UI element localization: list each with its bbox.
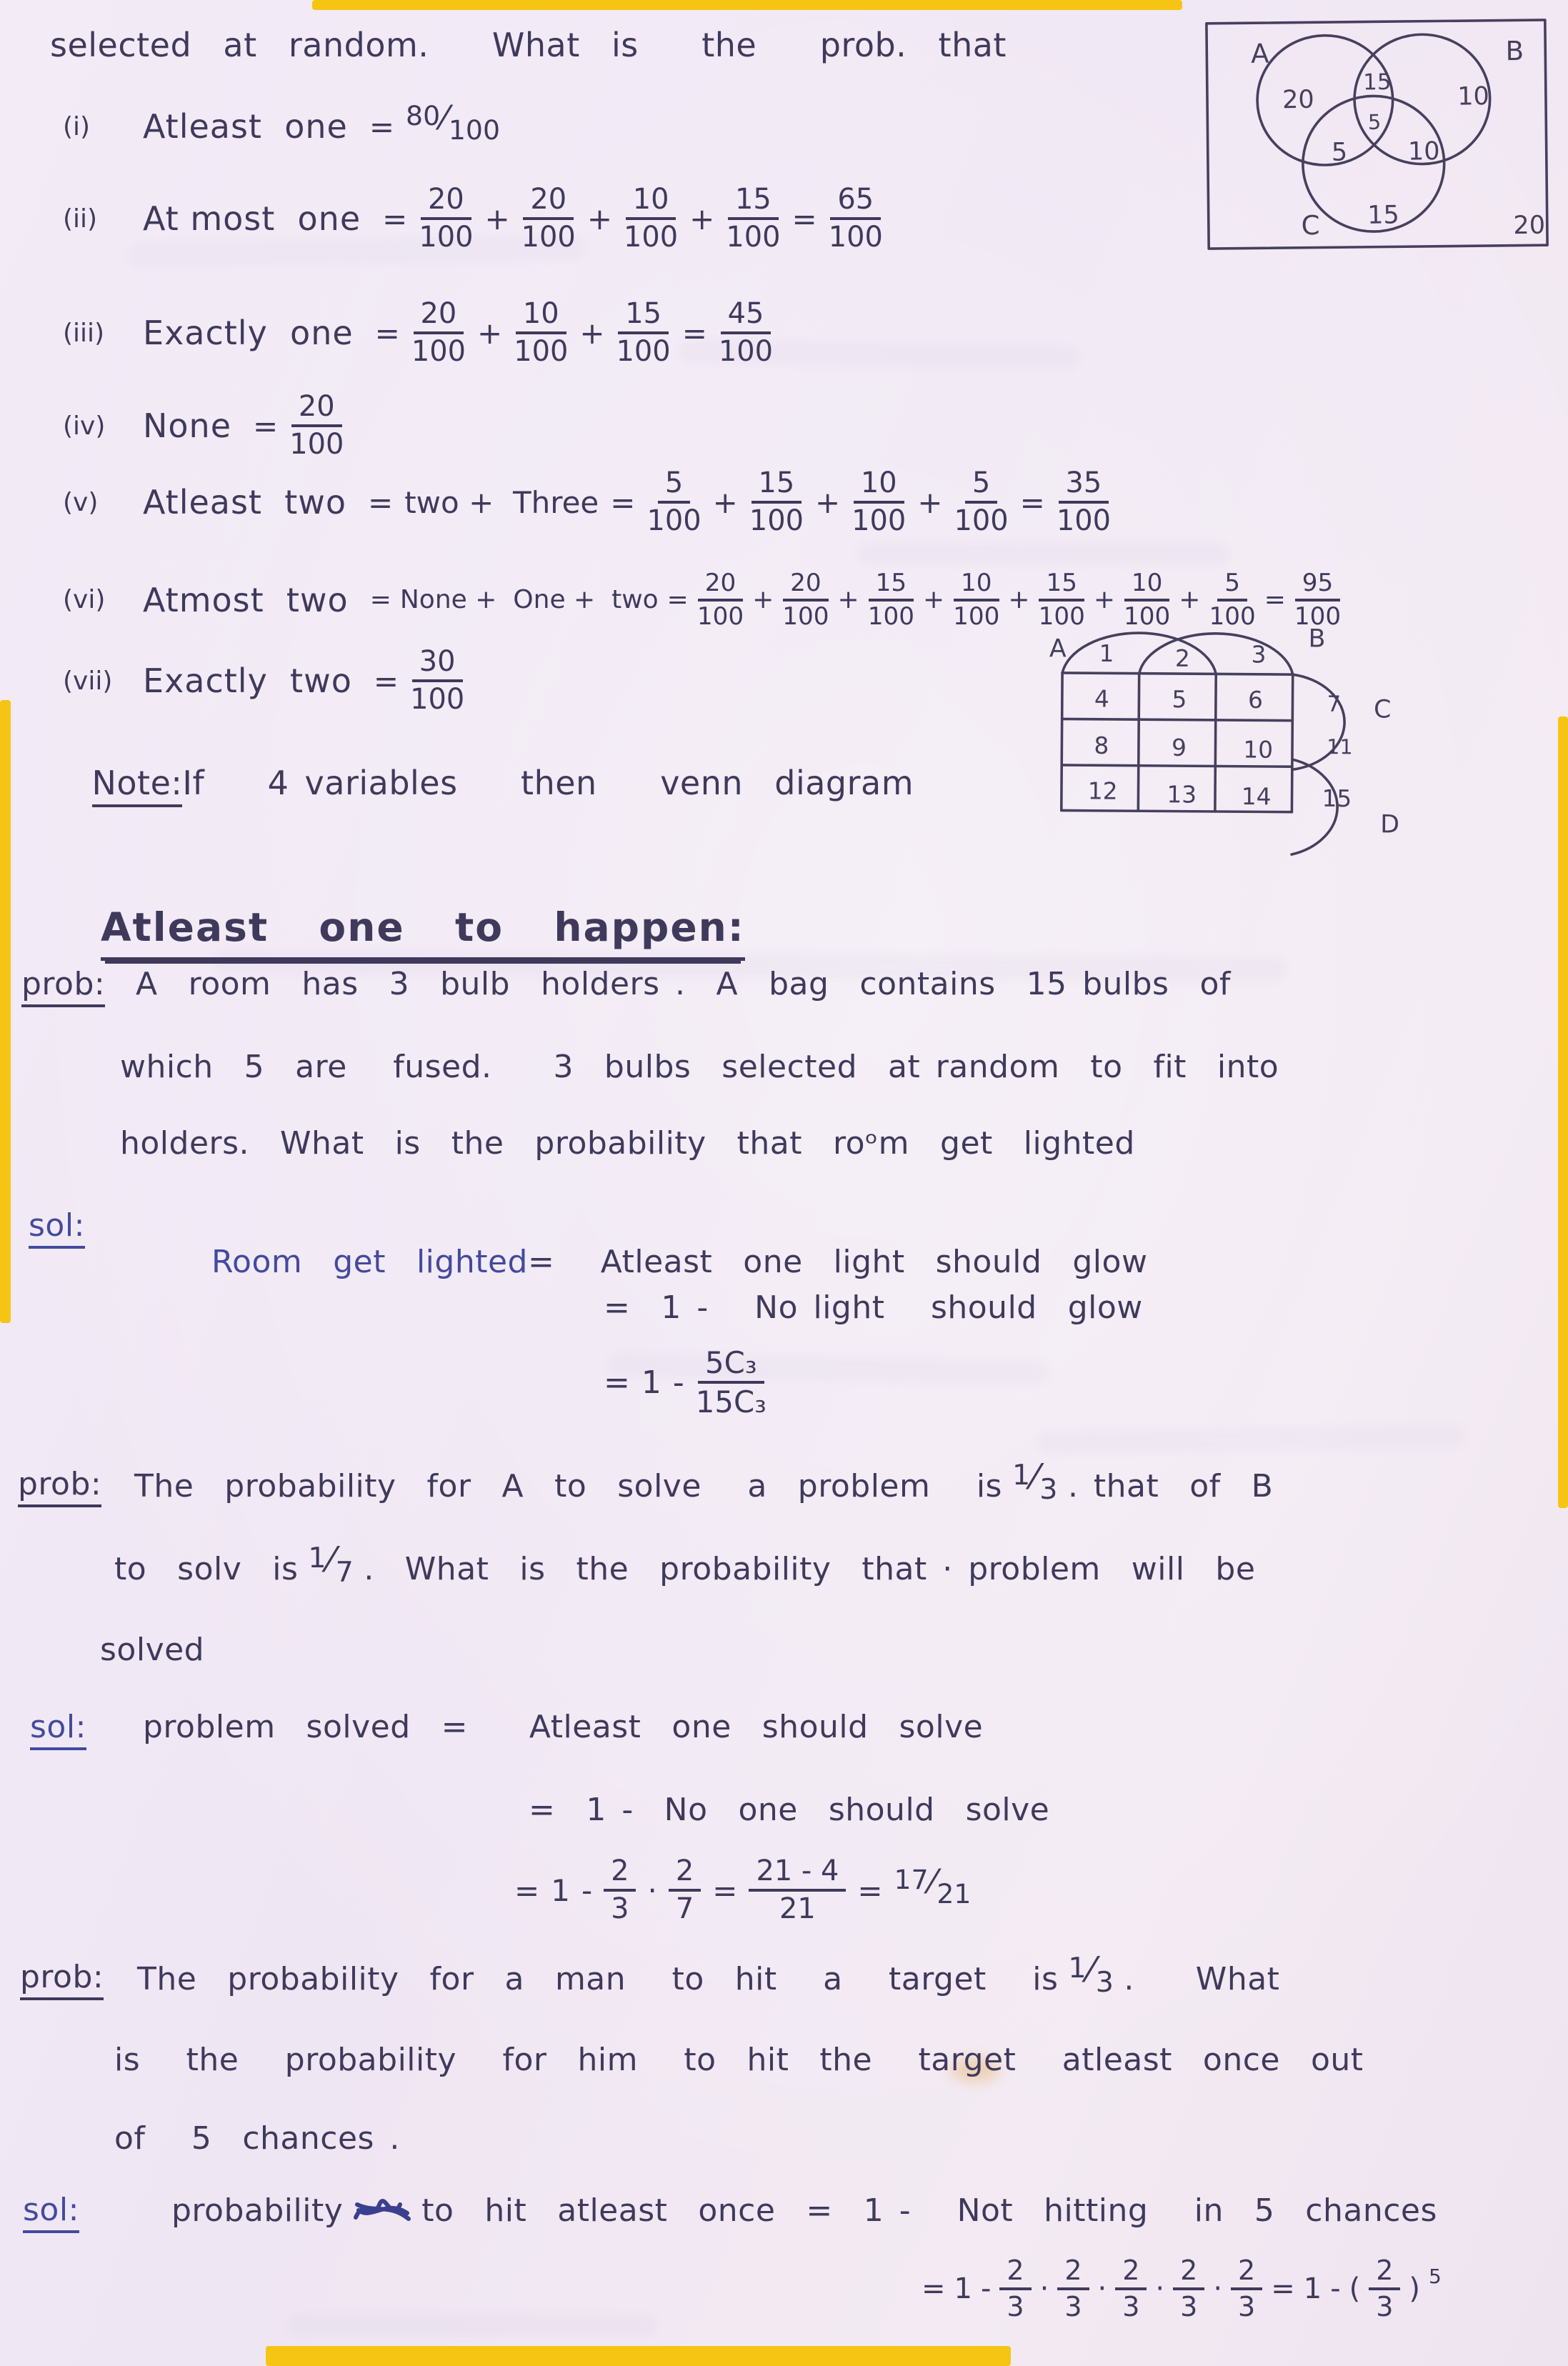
list-item-iv: [63, 391, 344, 460]
math-token: [953, 570, 999, 630]
solution-2-line-1: problem solved = Atleast one should solve: [143, 1709, 984, 1745]
venn4-cell: 5: [1172, 686, 1187, 714]
math-token: [1173, 2256, 1204, 2322]
math-token: +: [484, 201, 510, 236]
math-token: [782, 570, 829, 630]
fraction-numerator: 20: [523, 184, 574, 220]
fraction-denominator: 100: [954, 504, 1009, 538]
highlight-bar-top: [312, 0, 1182, 10]
math-token: =: [373, 663, 399, 699]
fraction-numerator: 15: [618, 299, 669, 334]
note-line: [29, 725, 914, 841]
grid-line: [1062, 719, 1293, 720]
fraction-part: 1: [308, 1542, 327, 1574]
venn4-cell: 3: [1251, 641, 1267, 669]
math-token: . that of B: [1067, 1467, 1274, 1504]
venn-value-a-only: 20: [1282, 84, 1314, 115]
note-text: If 4 variables then venn diagram: [182, 764, 914, 802]
math-token: [1124, 570, 1170, 630]
fraction-denominator: 3: [1238, 2291, 1256, 2323]
math-token: ·: [1097, 2272, 1107, 2306]
ink-bleed-ghost: [857, 543, 1229, 564]
math-token: [1209, 570, 1255, 630]
fraction-numerator: 2: [1369, 2256, 1400, 2290]
venn4-cell: 11: [1327, 734, 1353, 759]
math-token: [308, 1540, 354, 1589]
fraction-denominator: 100: [616, 335, 671, 369]
math-token: ·: [647, 1872, 657, 1908]
math-token: [749, 468, 804, 536]
venn4-label-c: C: [1373, 695, 1392, 724]
fraction-denominator: 100: [514, 335, 569, 369]
fraction-denominator: 100: [411, 335, 466, 369]
fraction-numerator: 10: [1124, 570, 1170, 602]
venn-value-bc: 10: [1407, 136, 1440, 166]
fraction-numerator: 15: [728, 184, 779, 220]
grid-line: [1062, 810, 1292, 812]
fraction-part: 1: [1012, 1459, 1031, 1492]
venn-value-ac: 5: [1331, 137, 1348, 167]
fraction-denominator: 3: [1064, 2291, 1082, 2323]
fraction-denominator: 15C₃: [695, 1384, 766, 1420]
item-label: (vii): [63, 666, 113, 696]
fraction-denominator: 100: [1124, 602, 1171, 631]
math-token: +: [1179, 585, 1201, 615]
sol-tag: sol:: [29, 1207, 85, 1249]
math-token: -: [581, 1872, 593, 1908]
math-token: The probability for A to solve a problem is: [134, 1467, 1002, 1504]
venn4-cell: 2: [1174, 644, 1190, 672]
fraction-denominator: 100: [624, 221, 679, 254]
item-label: (ii): [63, 204, 98, 234]
math-token: +: [752, 585, 774, 615]
venn-label-b: B: [1505, 35, 1524, 67]
list-item-v: [63, 468, 1111, 536]
item-label: (vi): [63, 585, 106, 615]
fraction-part: 17: [894, 1864, 929, 1896]
fraction-denominator: 21: [779, 1892, 816, 1926]
fraction-part: ⁄: [1088, 1950, 1094, 1990]
fraction-numerator: 20: [421, 184, 471, 220]
fraction-numerator: 45: [721, 299, 771, 334]
math-token: ·: [1155, 2272, 1165, 2306]
venn4-cell: 1: [1099, 639, 1114, 668]
fraction-denominator: 100: [726, 221, 781, 254]
fraction-numerator: 2: [1057, 2256, 1089, 2290]
problem-1-line-2: which 5 are fused. 3 bulbs selected at random to fit into: [120, 1049, 1279, 1085]
venn4-cell: 15: [1322, 784, 1352, 813]
fraction-part: 3: [1039, 1473, 1058, 1506]
item-label: (iii): [63, 318, 105, 348]
problem-2-line-1: [134, 1457, 1274, 1506]
math-token: [604, 1856, 636, 1925]
list-item-ii: [63, 184, 883, 253]
fraction-denominator: 100: [419, 221, 474, 254]
math-token: [1369, 2256, 1400, 2322]
math-token: ·: [1213, 2272, 1223, 2306]
math-token: [1231, 2256, 1262, 2322]
highlight-bar-bottom: [266, 2346, 1011, 2366]
grid-line: [1062, 765, 1292, 767]
item-equation: [369, 99, 500, 146]
item-label: (v): [63, 487, 99, 517]
problem-2-line-2: [114, 1540, 1256, 1589]
fraction-denominator: 3: [1122, 2291, 1140, 2323]
item-name: Exactly two: [143, 662, 352, 701]
solution-3-pre: probability: [171, 2192, 344, 2229]
item-equation: [374, 647, 464, 715]
fraction-denominator: 100: [696, 602, 744, 631]
fraction-numerator: 35: [1059, 468, 1109, 504]
fraction-part: 21: [937, 1878, 972, 1910]
fraction-numerator: 5: [965, 468, 997, 504]
problem-1-tag: [21, 966, 105, 1002]
fraction-part: 100: [448, 114, 500, 146]
fraction-numerator: 2: [1231, 2256, 1262, 2290]
math-token: =: [514, 1872, 540, 1908]
item-name: At most one: [143, 199, 361, 239]
sol-tag: sol:: [30, 1709, 86, 1750]
fraction-denominator: 100: [852, 504, 907, 538]
item-name: Atleast one: [143, 107, 348, 146]
math-token: =: [681, 315, 707, 351]
math-token: +: [586, 201, 613, 236]
problem-2-tag: [18, 1466, 101, 1502]
venn4-cell: 13: [1167, 781, 1197, 809]
fraction-denominator: 3: [611, 1892, 629, 1926]
venn-value-c-only: 15: [1367, 200, 1400, 230]
math-token: =: [368, 484, 394, 520]
solution-3-tag: [23, 2192, 79, 2228]
fraction-part: 1: [1068, 1952, 1087, 1985]
fraction-numerator: 15: [869, 570, 914, 602]
item-equation: [370, 570, 1341, 630]
fraction-numerator: 95: [1295, 570, 1341, 602]
math-token: (: [1349, 2272, 1361, 2306]
fraction-numerator: 2: [669, 1856, 701, 1892]
fraction-denominator: 3: [1007, 2291, 1024, 2323]
solution-2-line-2: = 1 - No one should solve: [529, 1792, 1050, 1828]
math-token: [696, 1347, 766, 1418]
math-token: +: [712, 484, 738, 520]
venn-label-a: A: [1250, 38, 1269, 69]
highlight-bar-left: [0, 700, 11, 1323]
math-token: =: [1264, 585, 1286, 615]
item-equation: [382, 184, 883, 253]
list-item-iii: [63, 299, 773, 367]
math-token: [646, 468, 701, 536]
math-token: -: [672, 1364, 684, 1401]
fraction-numerator: 20: [698, 570, 744, 602]
math-token: +: [837, 585, 859, 615]
math-token: None + One + two: [399, 585, 659, 615]
fraction-numerator: 10: [854, 468, 904, 504]
fraction-denominator: 3: [1376, 2291, 1394, 2323]
math-token: -: [1330, 2272, 1341, 2306]
math-token: [749, 1856, 846, 1925]
fraction-denominator: 100: [1294, 602, 1342, 631]
venn4-cell: 12: [1087, 777, 1118, 805]
problem-2-line-3: solved: [100, 1632, 205, 1668]
venn-value-b-only: 10: [1457, 81, 1490, 111]
fraction-part: ⁄: [441, 99, 447, 137]
math-token: [624, 184, 678, 253]
math-token: [852, 468, 906, 536]
solution-2-line-3: [514, 1856, 971, 1925]
fraction-denominator: 3: [1180, 2291, 1198, 2323]
fraction-numerator: 15: [751, 468, 802, 504]
fraction-numerator: 10: [516, 299, 566, 334]
prob-tag: prob:: [21, 966, 105, 1007]
math-token: [616, 299, 671, 367]
solution-1-rhs: = Atleast one light should glow: [527, 1244, 1148, 1280]
fraction-numerator: 2: [604, 1856, 636, 1892]
math-token: [726, 184, 780, 253]
fraction-denominator: 100: [828, 221, 883, 254]
math-token: =: [374, 315, 400, 351]
scribbled-out-word: [350, 2192, 414, 2229]
fraction-part: ⁄: [328, 1540, 334, 1580]
math-token: +: [477, 315, 503, 351]
math-token: ·: [1039, 2272, 1049, 2306]
item-equation: [375, 299, 773, 367]
math-token: . What: [1124, 1960, 1280, 1997]
fraction-numerator: 65: [830, 184, 881, 220]
item-name: Exactly one: [143, 314, 354, 353]
fraction-numerator: 5C₃: [698, 1347, 764, 1384]
math-token: [1057, 468, 1111, 536]
fraction-denominator: 100: [867, 602, 914, 631]
math-token: [1012, 1457, 1058, 1506]
list-item-i: [63, 99, 500, 146]
problem-1-line-1: A room has 3 bulb holders . A bag contains 15 bulbs of: [136, 966, 1231, 1002]
math-token: [669, 1856, 701, 1925]
math-token: +: [922, 585, 945, 615]
math-token: +: [689, 201, 715, 236]
math-token: +: [579, 315, 605, 351]
math-token: 1: [551, 1872, 570, 1908]
fraction-denominator: 100: [749, 504, 804, 538]
prob-tag: prob:: [20, 1959, 104, 2000]
arc-set-b: [1139, 633, 1293, 674]
problem-3-line-3: of 5 chances .: [114, 2120, 400, 2157]
math-token: [999, 2256, 1031, 2322]
item-name: None: [143, 406, 232, 446]
fraction-denominator: 100: [782, 602, 829, 631]
heading-text: Atleast one to happen:: [101, 904, 745, 961]
list-item-vi: [63, 570, 1341, 630]
grid-line: [1138, 674, 1139, 812]
solution-1-line-2: = 1 - No light should glow: [604, 1289, 1143, 1326]
highlight-bar-right: [1558, 717, 1568, 1508]
solution-3-line-1: [171, 2192, 1437, 2229]
fraction-numerator: 10: [626, 184, 676, 220]
fraction-numerator: 10: [954, 570, 999, 602]
fraction-numerator: 5: [1217, 570, 1247, 602]
fraction-numerator: 2: [1115, 2256, 1147, 2290]
venn4-cell: 9: [1171, 734, 1187, 762]
math-token: [954, 468, 1009, 536]
fraction-part: 7: [335, 1556, 354, 1589]
fraction-numerator: 20: [291, 391, 342, 427]
fraction-denominator: 100: [410, 683, 465, 717]
math-token: [514, 299, 568, 367]
math-token: [1294, 570, 1341, 630]
fraction-denominator: 100: [289, 428, 344, 461]
fraction-denominator: 7: [675, 1892, 694, 1926]
venn-value-ab: 15: [1363, 69, 1392, 96]
math-token: =: [610, 484, 636, 520]
math-token: =: [792, 201, 817, 236]
math-token: =: [712, 1872, 738, 1908]
math-token: =: [857, 1872, 883, 1908]
venn4-label-d: D: [1380, 810, 1400, 839]
item-name: Atmost two: [143, 580, 349, 619]
fraction-numerator: 2: [1173, 2256, 1204, 2290]
math-token: 1: [1303, 2272, 1322, 2306]
math-token: [829, 184, 883, 253]
math-token: =: [382, 201, 408, 236]
venn-label-c: C: [1301, 209, 1320, 241]
solution-2-tag: [30, 1709, 86, 1745]
grid-line: [1062, 673, 1293, 674]
solution-1-line-3: [604, 1347, 766, 1418]
venn4-cell: 10: [1243, 736, 1274, 764]
prob-tag: prob:: [18, 1466, 101, 1507]
venn4-label-a: A: [1049, 634, 1067, 664]
grid-line: [1215, 674, 1216, 812]
math-token: two + Three: [404, 484, 599, 520]
math-token: 1: [641, 1364, 661, 1401]
math-token: [697, 570, 744, 630]
note-tag: Note:: [92, 764, 183, 807]
math-token: [894, 1862, 972, 1910]
fraction-numerator: 15: [1039, 570, 1084, 602]
item-equation: [368, 468, 1111, 536]
venn-diagram-3-sets: [1199, 11, 1555, 257]
venn4-cell: 7: [1327, 691, 1342, 717]
math-token: =: [604, 1364, 630, 1401]
math-token: [719, 299, 773, 367]
math-token: The probability for a man to hit a target is: [137, 1960, 1059, 1997]
math-token: [1068, 1950, 1114, 1999]
fraction-part: 3: [1095, 1966, 1114, 1999]
fraction-denominator: 100: [1038, 602, 1085, 631]
math-token: +: [917, 484, 943, 520]
fraction-denominator: 100: [521, 221, 576, 254]
ink-bleed-ghost: [286, 2315, 657, 2336]
math-token: ): [1409, 2272, 1421, 2306]
fraction-part: ⁄: [929, 1862, 936, 1902]
problem-1-line-3: holders. What is the probability that roᵒm get lighted: [120, 1125, 1135, 1162]
venn4-cell: 8: [1094, 732, 1109, 760]
math-token: [419, 184, 473, 253]
math-token: +: [1093, 585, 1116, 615]
math-token: =: [369, 585, 391, 615]
ink-bleed-ghost: [1036, 1425, 1464, 1454]
math-token: =: [1019, 484, 1045, 520]
math-token: +: [1008, 585, 1030, 615]
solution-3-line-2: [922, 2256, 1442, 2322]
fraction-denominator: 100: [953, 602, 1000, 631]
venn-diagram-4-sets: [1039, 622, 1451, 866]
math-token: =: [369, 109, 395, 144]
math-token: [1057, 2256, 1089, 2322]
fraction-numerator: 2: [999, 2256, 1031, 2290]
math-token: . What is the probability that · problem will be: [364, 1550, 1256, 1587]
fraction-numerator: 5: [658, 468, 690, 504]
math-token: [1115, 2256, 1147, 2322]
list-item-vii: [63, 647, 464, 715]
venn-value-abc: 5: [1367, 109, 1382, 134]
math-token: +: [814, 484, 841, 520]
math-token: [868, 570, 914, 630]
arc-set-a: [1062, 632, 1216, 674]
math-token: [406, 99, 500, 146]
fraction-numerator: 21 - 4: [749, 1856, 846, 1892]
math-token: =: [1271, 2272, 1295, 2306]
solution-3-post: to hit atleast once = 1 - Not hitting in 5 chances: [421, 2192, 1437, 2229]
fraction-numerator: 20: [414, 299, 464, 334]
fraction-denominator: 100: [1056, 504, 1111, 538]
item-label: (i): [63, 111, 91, 141]
math-token: -: [980, 2272, 992, 2306]
venn4-label-b: B: [1308, 624, 1326, 654]
math-token: 5: [1429, 2264, 1442, 2288]
item-name: Atleast two: [143, 483, 347, 522]
math-token: [289, 391, 344, 460]
fraction-numerator: 30: [412, 647, 463, 682]
fraction-denominator: 100: [718, 335, 774, 369]
fraction-denominator: 100: [646, 504, 701, 538]
math-token: [410, 647, 464, 715]
math-token: to solv is: [114, 1550, 299, 1587]
math-token: 1: [954, 2272, 972, 2306]
fraction-numerator: 20: [783, 570, 829, 602]
fraction-part: 80: [406, 100, 441, 131]
math-token: [411, 299, 466, 367]
problem-3-line-1: [137, 1950, 1280, 1999]
fraction-denominator: 100: [1209, 602, 1256, 631]
math-token: =: [253, 408, 279, 444]
venn4-cell: 14: [1241, 782, 1272, 811]
math-token: =: [922, 2272, 946, 2306]
math-token: =: [666, 585, 689, 615]
problem-3-line-2: is the probability for him to hit the target atleast once out: [114, 2042, 1364, 2078]
venn4-cell: 6: [1247, 686, 1264, 714]
sol-tag: sol:: [23, 2192, 79, 2233]
math-token: [521, 184, 576, 253]
solution-1-tag: [29, 1207, 85, 1244]
page-title: selected at random. What is the prob. that: [50, 26, 1007, 64]
item-label: (iv): [63, 411, 106, 441]
item-equation: [253, 391, 344, 460]
venn-value-outside: 20: [1513, 210, 1546, 241]
venn4-cell: 4: [1094, 685, 1109, 713]
fraction-part: ⁄: [1032, 1457, 1039, 1497]
problem-3-tag: [20, 1959, 104, 1995]
solution-1-lhs: Room get lighted: [211, 1244, 528, 1280]
